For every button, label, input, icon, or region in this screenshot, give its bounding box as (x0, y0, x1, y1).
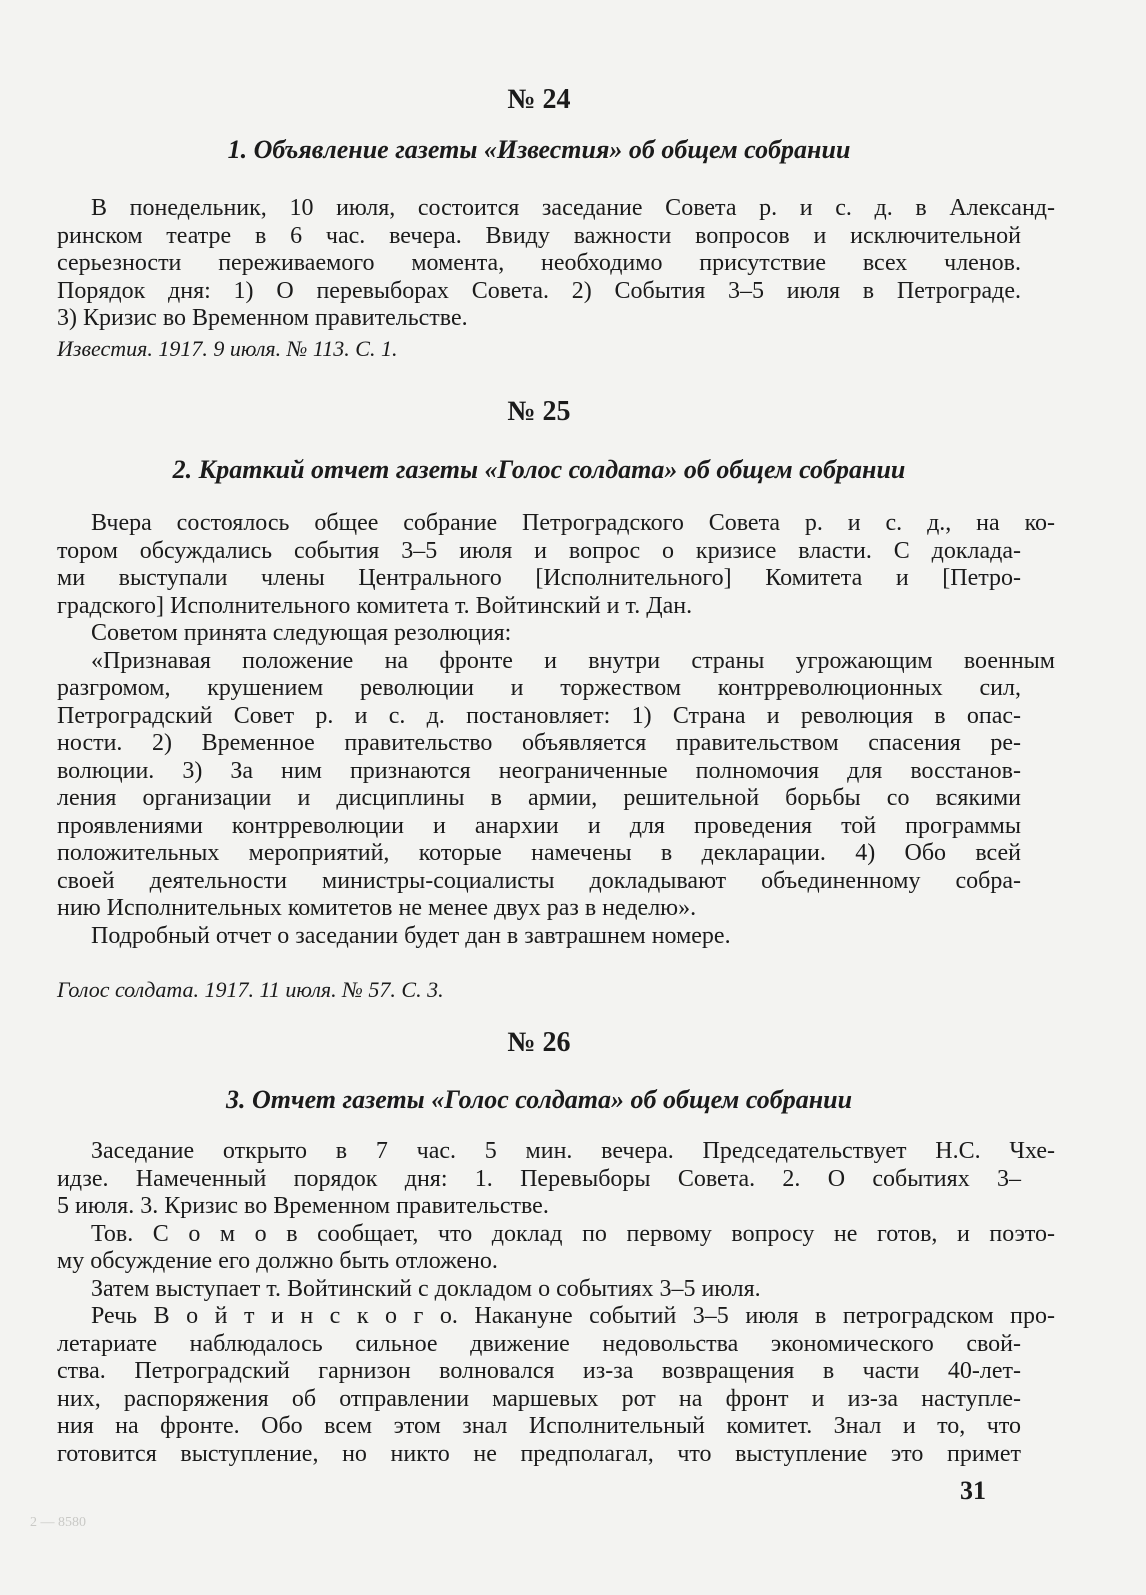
paragraph-line: 3) Кризис во Временном правительстве. (57, 305, 468, 332)
page-number: 31 (960, 1476, 986, 1505)
paragraph-line: разгромом, крушением революции и торжеством контрреволюционных сил, (57, 675, 1021, 702)
paragraph-line: 5 июля. 3. Кризис во Временном правительстве. (57, 1193, 549, 1220)
paragraph-line: ния на фронте. Обо всем этом знал Исполнительный комитет. Знал и то, что (57, 1413, 1021, 1440)
paragraph-line: Петроградский Совет р. и с. д. постановляет: 1) Страна и революция в опас- (57, 702, 1021, 729)
paragraph-line: ства. Петроградский гарнизон волновался из-за возвращения в части 40-лет- (57, 1358, 1021, 1385)
document-title: 1. Объявление газеты «Известия» об общем собрании (227, 135, 851, 164)
paragraph-line: му обсуждение его должно быть отложено. (57, 1248, 498, 1275)
paragraph-line: летариате наблюдалось сильное движение недовольства экономического свой- (57, 1330, 1021, 1357)
paragraph-line: волюции. 3) За ним признаются неограниченные полномочия для восстанов- (57, 757, 1021, 784)
paragraph-line: нию Исполнительных комитетов не менее двух раз в неделю». (57, 895, 697, 922)
paragraph-line: Порядок дня: 1) О перевыборах Совета. 2) События 3–5 июля в Петрограде. (57, 277, 1021, 304)
paragraph-line: ринском театре в 6 час. вечера. Ввиду важности вопросов и исключительной (57, 222, 1021, 249)
paragraph-line: «Признавая положение на фронте и внутри страны угрожающим военным (91, 647, 1055, 674)
document-title: 3. Отчет газеты «Голос солдата» об общем собрании (225, 1085, 853, 1114)
source-citation: Известия. 1917. 9 июля. № 113. С. 1. (57, 336, 398, 361)
paragraph-line: идзе. Намеченный порядок дня: 1. Перевыборы Совета. 2. О событиях 3– (57, 1165, 1021, 1192)
document-number: № 26 (507, 1027, 571, 1058)
paragraph-line: Заседание открыто в 7 час. 5 мин. вечера. Председательствует Н.С. Чхе- (91, 1138, 1055, 1165)
source-citation: Голос солдата. 1917. 11 июля. № 57. С. 3. (57, 977, 444, 1002)
document-title: 2. Краткий отчет газеты «Голос солдата» об общем собрании (172, 455, 906, 484)
paragraph-line: ми выступали члены Центрального [Исполнительного] Комитета и [Петро- (57, 565, 1021, 592)
paragraph-line: ности. 2) Временное правительство объявляется правительством спасения ре- (57, 730, 1021, 757)
paragraph-line: тором обсуждались события 3–5 июля и вопрос о кризисе власти. С доклада- (57, 537, 1021, 564)
paragraph-line: Тов. С о м о в сообщает, что доклад по первому вопросу не готов, и поэто- (91, 1220, 1055, 1247)
paragraph-line: Подробный отчет о заседании будет дан в завтрашнем номере. (91, 922, 731, 949)
paragraph-line: градского] Исполнительного комитета т. Войтинский и т. Дан. (57, 592, 693, 619)
paragraph-line: ления организации и дисциплины в армии, решительной борьбы со всякими (57, 785, 1021, 812)
paragraph-line: своей деятельности министры-социалисты докладывают объединенному собра- (57, 867, 1021, 894)
paragraph-line: серьезности переживаемого момента, необходимо присутствие всех членов. (57, 250, 1021, 277)
paragraph-line: Вчера состоялось общее собрание Петроградского Совета р. и с. д., на ко- (91, 510, 1055, 537)
document-number: № 25 (507, 396, 571, 427)
paragraph-line: Советом принята следующая резолюция: (91, 620, 512, 647)
paragraph-line: положительных мероприятий, которые намечены в декларации. 4) Обо всей (57, 840, 1021, 867)
paragraph-line: проявлениями контрреволюции и анархии и для проведения той программы (57, 812, 1021, 839)
paragraph-line: В понедельник, 10 июля, состоится заседание Совета р. и с. д. в Александ- (91, 195, 1055, 222)
paragraph-line: Затем выступает т. Войтинский с докладом о событиях 3–5 июля. (91, 1275, 761, 1302)
paragraph-line: готовится выступление, но никто не предполагал, что выступление это примет (57, 1440, 1021, 1467)
document-number: № 24 (507, 84, 571, 115)
signature-mark: 2 — 8580 (30, 1515, 86, 1530)
paragraph-line: них, распоряжения об отправлении маршевых рот на фронт и из-за наступле- (57, 1385, 1021, 1412)
paragraph-line: Речь В о й т и н с к о г о. Накануне событий 3–5 июля в петроградском про- (91, 1303, 1055, 1330)
